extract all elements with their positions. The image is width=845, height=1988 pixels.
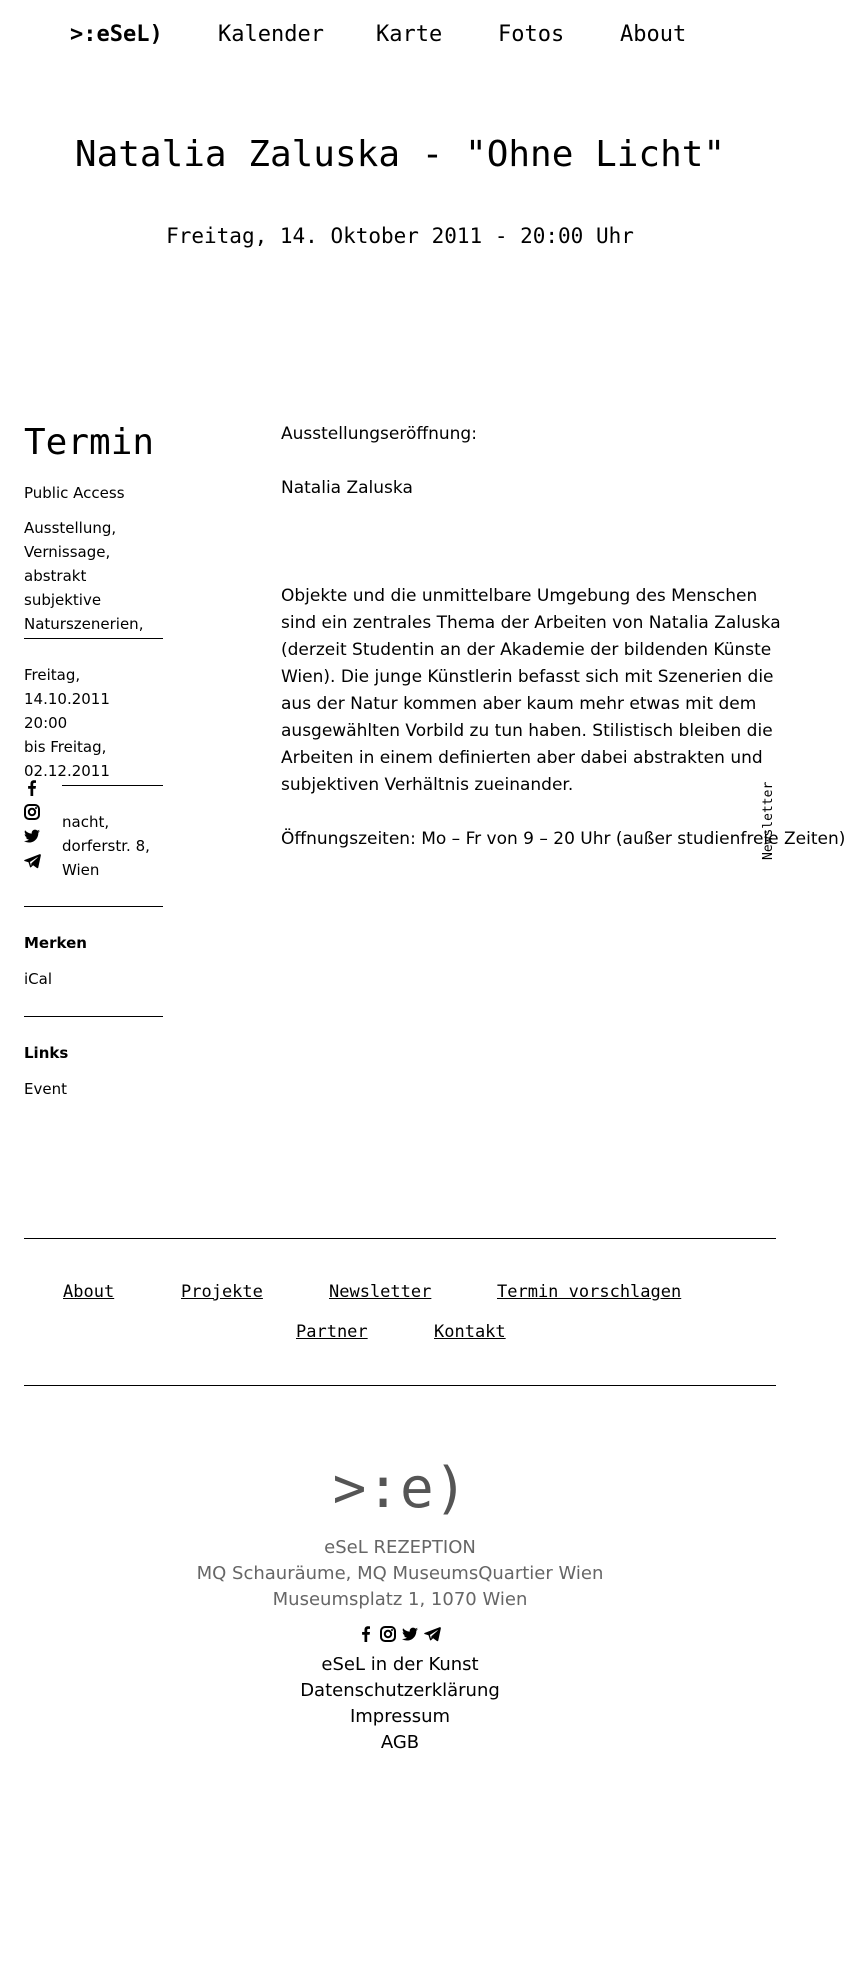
twitter-icon[interactable] <box>24 828 40 844</box>
facebook-icon[interactable] <box>24 780 40 796</box>
footer-divider <box>24 1385 776 1386</box>
desc-line <box>281 529 761 556</box>
nav-kalender[interactable]: Kalender <box>218 22 324 47</box>
nav-about[interactable]: About <box>620 22 687 47</box>
time-start: 20:00 <box>24 714 68 732</box>
telegram-icon[interactable] <box>24 853 40 869</box>
footer-link-impressum[interactable]: Impressum <box>349 1706 451 1727</box>
links-label: Links <box>24 1044 69 1062</box>
desc-line: Ausstellungseröffnung: <box>281 424 477 444</box>
footer-link-newsletter[interactable]: Newsletter <box>329 1282 432 1302</box>
footer-address-street: Museumsplatz 1, 1070 Wien <box>272 1589 528 1610</box>
event-link[interactable]: Event <box>24 1080 67 1098</box>
desc-line: ausgewählten Vorbild zu tun haben. Stilistisch bleiben die <box>281 721 773 741</box>
facebook-icon[interactable] <box>358 1626 374 1642</box>
sidebar-divider <box>24 638 163 639</box>
location-line: dorferstr. 8, <box>62 837 150 855</box>
date-start: Freitag, 14.10.2011 <box>24 666 110 708</box>
instagram-icon[interactable] <box>24 804 40 820</box>
footer-link-datenschutz[interactable]: Datenschutzerklärung <box>300 1680 500 1701</box>
desc-line: Objekte und die unmittelbare Umgebung des Menschen <box>281 586 758 606</box>
logo-link[interactable]: >:eSeL) <box>70 22 163 47</box>
venue-name[interactable]: Public Access <box>24 484 125 502</box>
date-until-label: bis Freitag, <box>24 738 107 756</box>
footer-link-projekte[interactable]: Projekte <box>181 1282 263 1302</box>
desc-line <box>281 448 761 475</box>
desc-line: Wien). Die junge Künstlerin befasst sich mit Szenerien die <box>281 667 774 687</box>
page-title: Natalia Zaluska - "Ohne Licht" <box>74 134 726 175</box>
desc-line <box>281 502 761 529</box>
date-end: 02.12.2011 <box>24 762 110 780</box>
location-line: nacht, <box>62 813 110 831</box>
footer-address-name: eSeL REZEPTION <box>324 1537 476 1558</box>
instagram-icon[interactable] <box>380 1626 396 1642</box>
desc-line: Öffnungszeiten: Mo – Fr von 9 – 20 Uhr (außer studienfreie Zeiten) <box>281 829 845 849</box>
tag-abstrakt[interactable]: abstrakt subjektive <box>24 567 102 609</box>
nav-fotos[interactable]: Fotos <box>498 22 565 47</box>
sidebar-divider <box>24 1016 163 1017</box>
desc-line <box>281 556 761 583</box>
footer-link-agb[interactable]: AGB <box>380 1732 420 1753</box>
footer-link-esel-in-der-kunst[interactable]: eSeL in der Kunst <box>321 1654 479 1675</box>
footer-link-about[interactable]: About <box>63 1282 115 1302</box>
event-dates <box>24 663 164 783</box>
sidebar-divider <box>24 906 163 907</box>
tag-ausstellung[interactable]: Ausstellung, <box>24 519 117 537</box>
footer-address-venue: MQ Schauräume, MQ MuseumsQuartier Wien <box>196 1563 604 1584</box>
footer-social-icons <box>358 1626 448 1644</box>
event-date-line: Freitag, 14. Oktober 2011 - 20:00 Uhr <box>166 224 634 248</box>
desc-line: Arbeiten in einem definierten aber dabei abstrakten und <box>281 748 763 768</box>
footer-link-kontakt[interactable]: Kontakt <box>434 1322 506 1342</box>
location-line: Wien <box>62 861 100 879</box>
merken-label: Merken <box>24 934 87 952</box>
tag-naturszenerien[interactable]: Naturszenerien, <box>24 615 144 633</box>
desc-line: subjektiven Verhältnis zueinander. <box>281 775 574 795</box>
ical-link[interactable]: iCal <box>24 970 53 988</box>
twitter-icon[interactable] <box>402 1626 418 1642</box>
sidebar-heading: Termin <box>24 422 155 463</box>
event-location[interactable] <box>62 810 163 882</box>
footer-logo[interactable]: >:e) <box>332 1456 468 1521</box>
newsletter-tab[interactable]: Newsletter <box>761 781 776 860</box>
desc-line: (derzeit Studentin an der Akademie der bildenden Künste <box>281 640 772 660</box>
sidebar-divider <box>62 785 163 786</box>
desc-line: sind ein zentrales Thema der Arbeiten von Natalia Zaluska <box>281 613 781 633</box>
event-tags <box>24 516 164 636</box>
footer-link-termin-vorschlagen[interactable]: Termin vorschlagen <box>497 1282 682 1302</box>
footer-link-partner[interactable]: Partner <box>296 1322 368 1342</box>
top-nav <box>0 22 800 52</box>
tag-vernissage[interactable]: Vernissage, <box>24 543 111 561</box>
desc-line: aus der Natur kommen aber kaum mehr etwas mit dem <box>281 694 757 714</box>
telegram-icon[interactable] <box>424 1626 440 1642</box>
desc-line: Natalia Zaluska <box>281 478 413 498</box>
desc-line <box>281 799 761 826</box>
nav-karte[interactable]: Karte <box>376 22 443 47</box>
footer-divider <box>24 1238 776 1239</box>
